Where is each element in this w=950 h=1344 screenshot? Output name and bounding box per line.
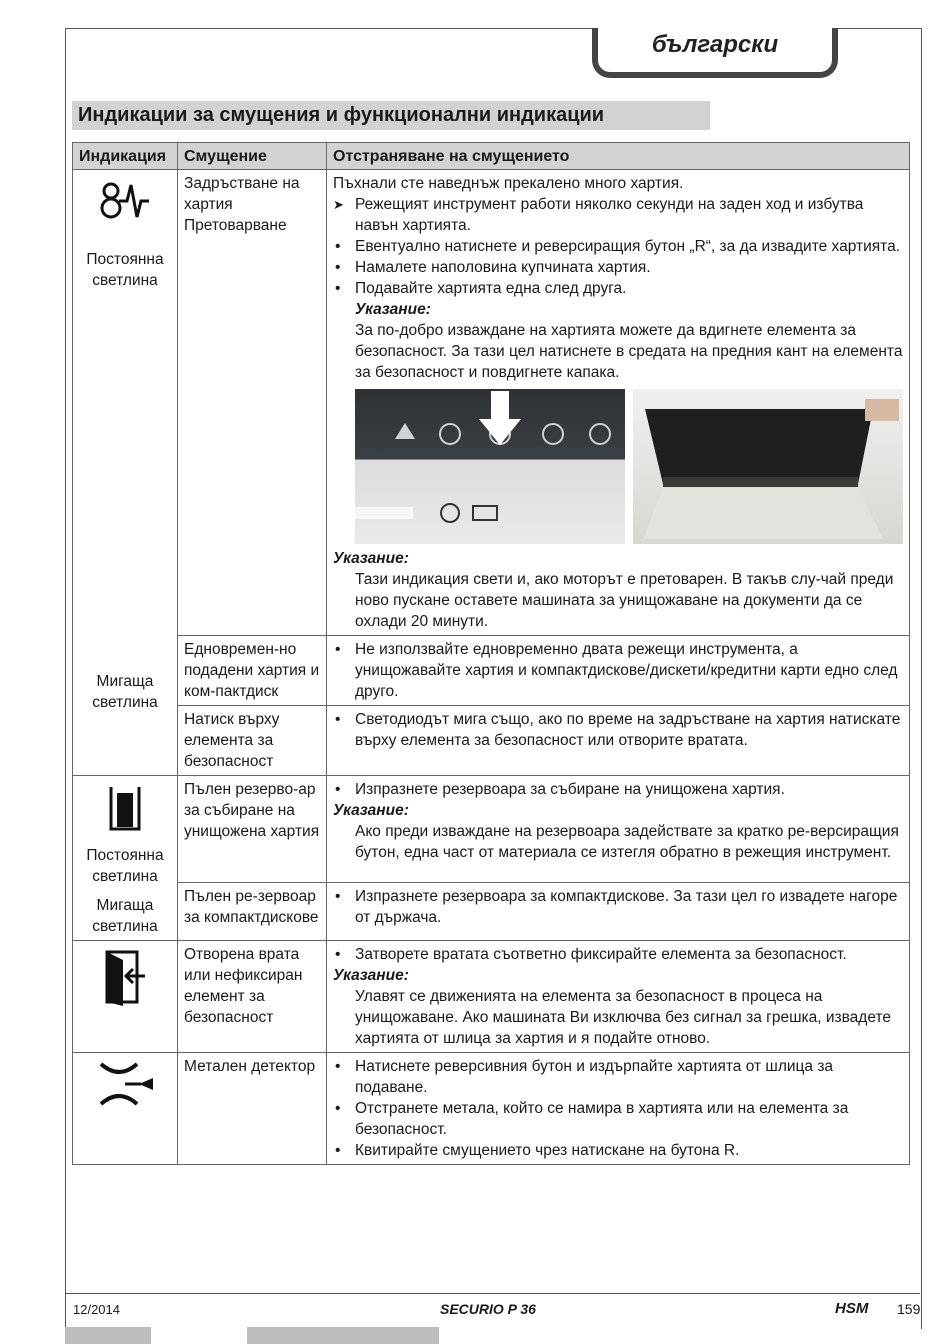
note-text: Ако преди изваждане на резервоара задействате за кратко ре-версиращия бутон, една част от материала се изтегля обратно в режещия инструмент. <box>355 823 899 861</box>
indication-cell <box>73 776 178 941</box>
door-open-icon <box>101 948 149 1008</box>
remedy-cell <box>327 170 910 636</box>
indication-cell <box>73 170 178 776</box>
remedy-cell <box>327 706 910 776</box>
footer-brand-logo: HSM <box>835 1300 869 1317</box>
fault-table <box>72 142 910 1165</box>
list-item: • Изпразнете резервоара за компактдискове. За тази цел го извадете нагоре от държача. <box>333 886 903 928</box>
remedy-cell <box>327 1053 910 1165</box>
list-item: • Затворете вратата съответно фиксирайте елемента за безопасност. <box>333 944 903 965</box>
header-fault: Смущение <box>178 143 327 170</box>
remedy-cell <box>327 636 910 706</box>
note-label: Указание: <box>333 802 409 819</box>
remedy-cell <box>327 776 910 883</box>
table-row <box>73 170 910 636</box>
page-footer <box>65 1293 920 1328</box>
footer-model: SECURIO P 36 <box>440 1301 536 1317</box>
indication-cell <box>73 941 178 1053</box>
list-item: • Подавайте хартията една след друга. <box>333 278 903 299</box>
paper-jam-overload-icon <box>97 177 153 225</box>
header-indication: Индикация <box>73 143 178 170</box>
remedy-intro: Пъхнали сте наведнъж прекалено много хартия. <box>333 175 684 192</box>
page-number: 159 <box>897 1301 921 1317</box>
list-item: • Намалете наполовина купчината хартия. <box>333 257 903 278</box>
remedy-cell <box>327 883 910 941</box>
indication-state: Мигаща светлина <box>92 673 158 711</box>
indication-state: Мигаща светлина <box>92 897 158 935</box>
list-item: • Светодиодът мига също, ако по време на задръстване на хартия натискате върху елемента за безопасност или отворите вратата. <box>333 709 903 751</box>
list-item: • Натиснете реверсивния бутон и издърпайте хартията от шлица за подаване. <box>333 1056 903 1098</box>
fault-cell: Пълен ре-зервоар за компактдискове <box>178 883 327 941</box>
indication-cell <box>73 1053 178 1165</box>
lid-raised-photo <box>633 389 903 544</box>
header-remedy: Отстраняване на смущението <box>327 143 910 170</box>
table-row <box>73 941 910 1053</box>
list-item: • Отстранете метала, който се намира в хартията или на елемента за безопасност. <box>333 1098 903 1140</box>
table-row <box>73 883 910 941</box>
fault-cell: Пълен резерво-ар за събиране на унищожена хартия <box>178 776 327 883</box>
note-text: За по-добро изваждане на хартията можете да вдигнете елемента за безопасност. За тази цел натиснете в средата на предния кант на елемента за безопасност и повдигнете капака. <box>355 322 903 381</box>
list-item: • Евентуално натиснете и реверсиращия бутон „R“, за да извадите хартията. <box>333 236 903 257</box>
fault-cell: Отворена врата или нефиксиран елемент за безопасност <box>178 941 327 1053</box>
fault-cell: Едновремен-но подадени хартия и ком-пактдиск <box>178 636 327 706</box>
language-tab: български <box>592 28 838 78</box>
photo-row <box>355 389 903 544</box>
footer-date: 12/2014 <box>73 1302 120 1317</box>
table-row <box>73 636 910 706</box>
list-item: ➤ Режещият инструмент работи няколко секунди на заден ход и избутва навън хартията. <box>333 194 903 236</box>
fault-cell: Натиск върху елемента за безопасност <box>178 706 327 776</box>
note-label: Указание: <box>355 301 431 318</box>
indication-state: Постоянна светлина <box>86 251 164 289</box>
list-item: • Квитирайте смущението чрез натискане на бутона R. <box>333 1140 903 1161</box>
control-panel-photo <box>355 389 625 544</box>
footer-decor-bar <box>247 1327 439 1344</box>
list-item: • Не използвайте едновременно двата режещи инструмента, а унищожавайте хартия и компактдискове/дискети/кредитни карти едно след друго. <box>333 639 903 702</box>
bin-full-icon <box>105 783 145 835</box>
table-header-row <box>73 143 910 170</box>
list-item: • Изпразнете резервоара за събиране на унищожена хартия. <box>333 779 903 800</box>
section-title: Индикации за смущения и функционални индикации <box>72 101 710 130</box>
note-text: Улавят се движенията на елемента за безопасност в процеса на унищожаване. Ако машината Ви изключва без сигнал за грешка, извадете хартията от шлица за хартия и я подайте отново. <box>355 988 891 1047</box>
fault-cell: Задръстване на хартия Претоварване <box>178 170 327 636</box>
metal-detector-icon <box>95 1060 155 1108</box>
indication-state: Постоянна светлина <box>86 847 164 885</box>
table-row <box>73 776 910 883</box>
fault-cell: Метален детектор <box>178 1053 327 1165</box>
table-row <box>73 706 910 776</box>
note-label: Указание: <box>333 550 409 567</box>
footer-decor-bar <box>65 1327 151 1344</box>
note-label: Указание: <box>333 967 409 984</box>
table-row <box>73 1053 910 1165</box>
remedy-cell <box>327 941 910 1053</box>
note-text: Тази индикация свети и, ако моторът е претоварен. В такъв слу-чай преди ново пускане оставете машината за унищожаване на документи да се охлади 20 минути. <box>355 571 894 630</box>
